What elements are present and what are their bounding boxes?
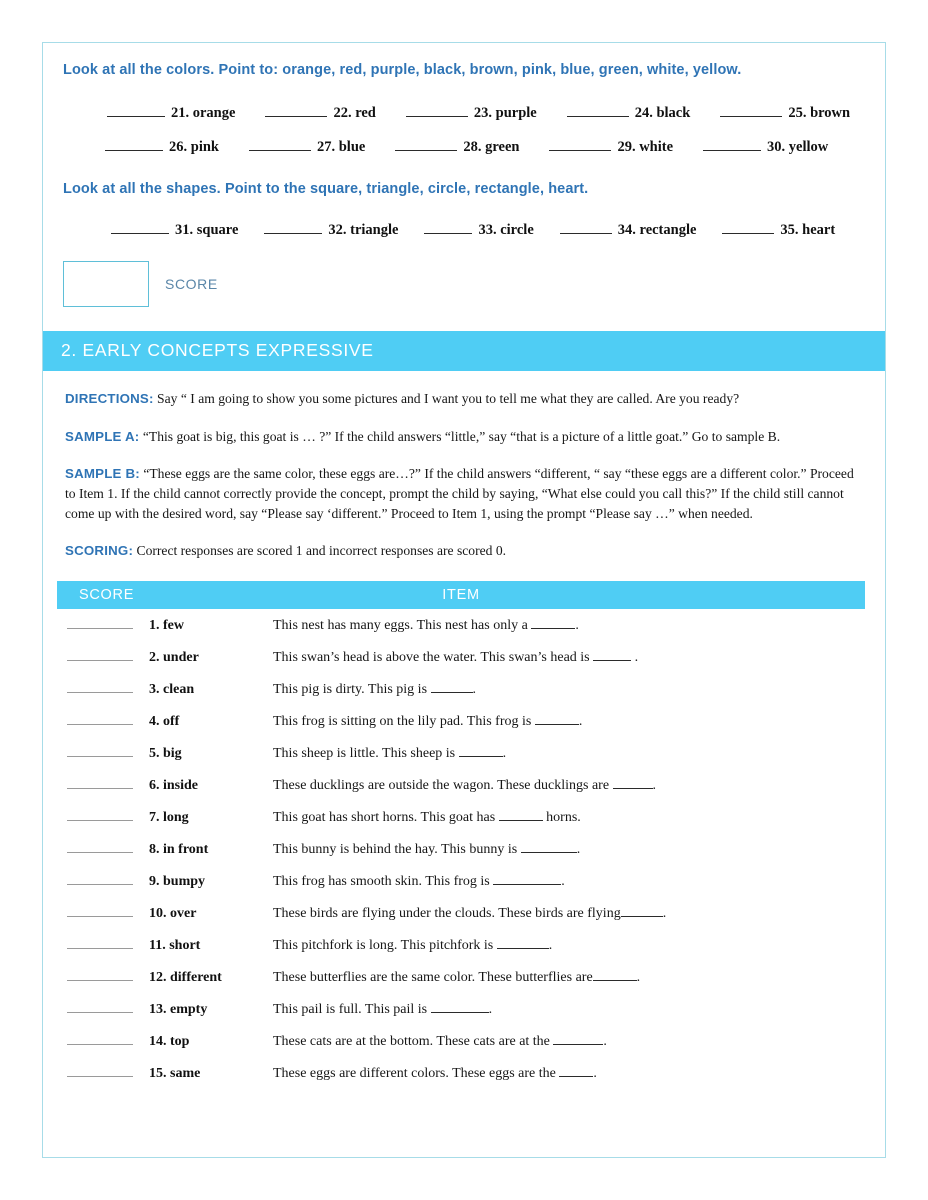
item-answer-blank[interactable] (431, 681, 473, 693)
table-row (57, 679, 865, 711)
item-sentence-before: This pig is dirty. This pig is (273, 681, 431, 697)
item-sentence-after: . (488, 1001, 493, 1017)
item-target-word: 1. few (149, 617, 184, 633)
colors-blanks-group (63, 103, 865, 156)
item-score-blank[interactable] (67, 1063, 133, 1077)
colors-instruction: Look at all the colors. Point to: orange, red, purple, black, brown, pink, blue, green, white, yellow. (63, 62, 742, 78)
item-sentence-after: . (578, 713, 583, 729)
answer-blank-label: 31. square (175, 221, 239, 238)
table-row (57, 999, 865, 1031)
item-sentence-after: . (575, 617, 579, 633)
answer-blank-cell (265, 103, 375, 121)
shapes-instruction: Look at all the shapes. Point to the square, triangle, circle, rectangle, heart. (63, 181, 589, 198)
item-sentence-after: . (548, 937, 553, 953)
answer-blank-label: 27. blue (316, 139, 366, 156)
answer-blank-cell (424, 221, 533, 239)
item-answer-blank[interactable] (499, 809, 543, 821)
scoring-text: Correct responses are scored 1 and incorrect responses are scored 0. (136, 543, 507, 559)
score-box-label: SCORE (165, 275, 218, 292)
item-answer-blank[interactable] (613, 777, 653, 789)
item-target-word: 12. different (149, 969, 222, 985)
item-score-blank[interactable] (67, 935, 133, 949)
item-sentence (273, 905, 666, 922)
table-row (57, 711, 865, 743)
directions-tag: DIRECTIONS: (65, 390, 154, 406)
table-row (57, 743, 865, 775)
answer-blank-line[interactable] (703, 138, 761, 151)
item-score-blank[interactable] (67, 1031, 133, 1045)
item-sentence-before: This frog has smooth skin. This frog is (273, 873, 494, 889)
item-sentence (273, 937, 552, 954)
item-answer-blank[interactable] (621, 905, 663, 917)
item-sentence (273, 809, 581, 826)
table-header-row (57, 581, 865, 609)
item-sentence-after: horns. (542, 809, 581, 825)
answer-blank-cell (395, 138, 519, 156)
sample-a-paragraph (65, 427, 863, 447)
answer-blank-cell (107, 103, 235, 121)
item-sentence-after: . (603, 1033, 607, 1049)
table-row (57, 935, 865, 967)
instructions-block (43, 389, 885, 561)
item-answer-blank[interactable] (593, 969, 637, 981)
item-target-word: 15. same (149, 1065, 201, 1081)
table-row (57, 903, 865, 935)
answer-blank-label: 24. black (634, 104, 691, 121)
item-target-word: 14. top (149, 1033, 190, 1049)
sample-b-paragraph (65, 464, 863, 523)
item-answer-blank[interactable] (553, 1033, 603, 1045)
item-sentence (273, 681, 476, 698)
blank-answer-row (63, 103, 865, 121)
score-input-box[interactable] (63, 261, 149, 307)
item-target-word: 13. empty (149, 1001, 208, 1017)
item-answer-blank[interactable] (521, 841, 577, 853)
item-sentence-before: These butterflies are the same color. These butterflies are (273, 969, 593, 985)
early-concepts-receptive-section (43, 43, 885, 239)
sample-b-tag: SAMPLE B: (65, 466, 140, 482)
answer-blank-cell (249, 138, 365, 156)
item-sentence (273, 713, 582, 730)
answer-blank-line[interactable] (720, 103, 782, 116)
item-score-blank[interactable] (67, 647, 133, 661)
item-sentence-after: . (662, 905, 667, 921)
answer-blank-label: 33. circle (478, 221, 534, 238)
item-target-word: 2. under (149, 649, 199, 665)
table-row (57, 1063, 865, 1095)
answer-blank-line[interactable] (107, 103, 165, 116)
table-row (57, 839, 865, 871)
item-sentence-before: This pitchfork is long. This pitchfork is (273, 937, 497, 953)
scoring-tag: SCORING: (65, 543, 134, 559)
answer-blank-cell (560, 221, 697, 239)
item-sentence-before: This frog is sitting on the lily pad. This frog is (273, 713, 535, 729)
answer-blank-cell (264, 221, 398, 239)
item-target-word: 8. in front (149, 841, 209, 857)
blank-answer-row (63, 138, 865, 156)
item-sentence-before: This sheep is little. This sheep is (273, 745, 459, 761)
answer-blank-line[interactable] (424, 221, 472, 234)
answer-blank-label: 25. brown (788, 104, 851, 121)
answer-blank-label: 22. red (333, 104, 376, 121)
answer-blank-label: 30. yellow (767, 139, 829, 156)
directions-paragraph (65, 389, 863, 409)
answer-blank-label: 35. heart (780, 221, 836, 238)
item-sentence (273, 969, 640, 986)
item-sentence-after: . (561, 873, 565, 889)
item-answer-blank[interactable] (497, 937, 549, 949)
sample-b-text: “These eggs are the same color, these eggs are…?” If the child answers “different, “ say “these eggs are a different color.” Proceed to Item 1. If the child cannot correctly provide the concept, prompt the child by saying, “What else could you call this?” If the child still cannot come up with the desired word, say “Please say ‘different.” Proceed to Item 1, using the prompt “Please say …” when needed. (65, 466, 854, 521)
item-answer-blank[interactable] (431, 1001, 489, 1013)
table-row (57, 807, 865, 839)
item-answer-blank[interactable] (531, 617, 575, 629)
section-header-bar (43, 331, 885, 371)
item-target-word: 3. clean (149, 681, 195, 697)
item-sentence (273, 873, 565, 890)
answer-blank-label: 32. triangle (328, 221, 399, 238)
table-row (57, 1031, 865, 1063)
item-answer-blank[interactable] (593, 649, 631, 661)
answer-blank-label: 28. green (463, 139, 520, 156)
table-row (57, 967, 865, 999)
item-sentence (273, 841, 580, 858)
item-score-blank[interactable] (67, 871, 133, 885)
item-sentence-before: These eggs are different colors. These eggs are the (273, 1065, 560, 1081)
answer-blank-cell (567, 103, 691, 121)
answer-blank-cell (105, 138, 219, 156)
scoring-paragraph (65, 541, 863, 561)
column-header-score: SCORE (79, 587, 135, 604)
answer-blank-cell (549, 138, 673, 156)
score-box-group (63, 261, 885, 307)
worksheet-page (42, 42, 886, 1158)
section-header-title: 2. EARLY CONCEPTS EXPRESSIVE (61, 340, 374, 361)
shapes-blanks-group (63, 221, 865, 239)
answer-blank-line[interactable] (406, 103, 468, 116)
item-sentence-after: . (472, 681, 477, 697)
item-score-blank[interactable] (67, 615, 133, 629)
item-target-word: 4. off (149, 713, 180, 729)
blank-answer-row (63, 221, 865, 239)
answer-blank-cell (720, 103, 850, 121)
item-sentence (273, 1001, 492, 1018)
item-sentence (273, 649, 638, 666)
answer-blank-label: 23. purple (473, 104, 537, 121)
item-sentence (273, 777, 656, 794)
answer-blank-line[interactable] (105, 138, 163, 151)
answer-blank-line[interactable] (549, 138, 611, 151)
directions-text: Say “ I am going to show you some pictures and I want you to tell me what they are called. Are you ready? (157, 390, 740, 406)
item-sentence-before: This bunny is behind the hay. This bunny is (273, 841, 521, 857)
item-sentence (273, 1065, 597, 1082)
answer-blank-label: 26. pink (169, 139, 219, 156)
answer-blank-label: 34. rectangle (617, 221, 697, 238)
sample-a-tag: SAMPLE A: (65, 428, 140, 444)
item-score-blank[interactable] (67, 903, 133, 917)
item-sentence-before: This swan’s head is above the water. This swan’s head is (273, 649, 594, 665)
item-sentence-after: . (631, 649, 639, 665)
item-target-word: 11. short (149, 937, 201, 953)
item-sentence-after: . (593, 1065, 597, 1081)
item-sentence-before: These birds are flying under the clouds. These birds are flying (273, 905, 621, 921)
item-score-blank[interactable] (67, 679, 133, 693)
answer-blank-line[interactable] (111, 221, 169, 234)
item-sentence-after: . (576, 841, 581, 857)
item-score-blank[interactable] (67, 743, 133, 757)
item-target-word: 6. inside (149, 777, 199, 793)
item-sentence-after: . (502, 745, 507, 761)
item-answer-blank[interactable] (459, 745, 503, 757)
answer-blank-line[interactable] (560, 221, 612, 234)
answer-blank-line[interactable] (567, 103, 629, 116)
answer-blank-cell (111, 221, 238, 239)
item-score-blank[interactable] (67, 999, 133, 1013)
item-sentence (273, 745, 506, 762)
item-score-blank[interactable] (67, 967, 133, 981)
item-target-word: 9. bumpy (149, 873, 206, 889)
table-body (57, 615, 865, 1095)
table-row (57, 775, 865, 807)
answer-blank-label: 21. orange (171, 104, 236, 121)
answer-blank-label: 29. white (617, 139, 674, 156)
answer-blank-line[interactable] (395, 138, 457, 151)
table-row (57, 871, 865, 903)
item-sentence-before: These cats are at the bottom. These cats are at the (273, 1033, 554, 1049)
item-target-word: 10. over (149, 905, 197, 921)
item-answer-blank[interactable] (493, 873, 561, 885)
answer-blank-cell (406, 103, 537, 121)
item-score-blank[interactable] (67, 711, 133, 725)
item-table (57, 581, 865, 1095)
item-target-word: 7. long (149, 809, 189, 825)
item-score-blank[interactable] (67, 839, 133, 853)
item-sentence-before: This nest has many eggs. This nest has only a (273, 617, 532, 633)
item-sentence-before: These ducklings are outside the wagon. These ducklings are (273, 777, 613, 793)
answer-blank-line[interactable] (722, 221, 774, 234)
answer-blank-cell (722, 221, 835, 239)
item-target-word: 5. big (149, 745, 182, 761)
item-answer-blank[interactable] (535, 713, 579, 725)
item-sentence-after: . (652, 777, 657, 793)
column-header-item: ITEM (442, 587, 480, 604)
item-score-blank[interactable] (67, 807, 133, 821)
item-sentence-after: . (636, 969, 641, 985)
answer-blank-line[interactable] (264, 221, 322, 234)
item-answer-blank[interactable] (559, 1065, 593, 1077)
item-sentence (273, 617, 579, 634)
answer-blank-cell (703, 138, 828, 156)
table-row (57, 615, 865, 647)
item-sentence-before: This goat has short horns. This goat has (273, 809, 499, 825)
table-row (57, 647, 865, 679)
item-sentence (273, 1033, 607, 1050)
item-score-blank[interactable] (67, 775, 133, 789)
answer-blank-line[interactable] (265, 103, 327, 116)
sample-a-text: “This goat is big, this goat is … ?” If the child answers “little,” say “that is a picture of a little goat.” Go to sample B. (142, 428, 781, 444)
answer-blank-line[interactable] (249, 138, 311, 151)
item-sentence-before: This pail is full. This pail is (273, 1001, 431, 1017)
